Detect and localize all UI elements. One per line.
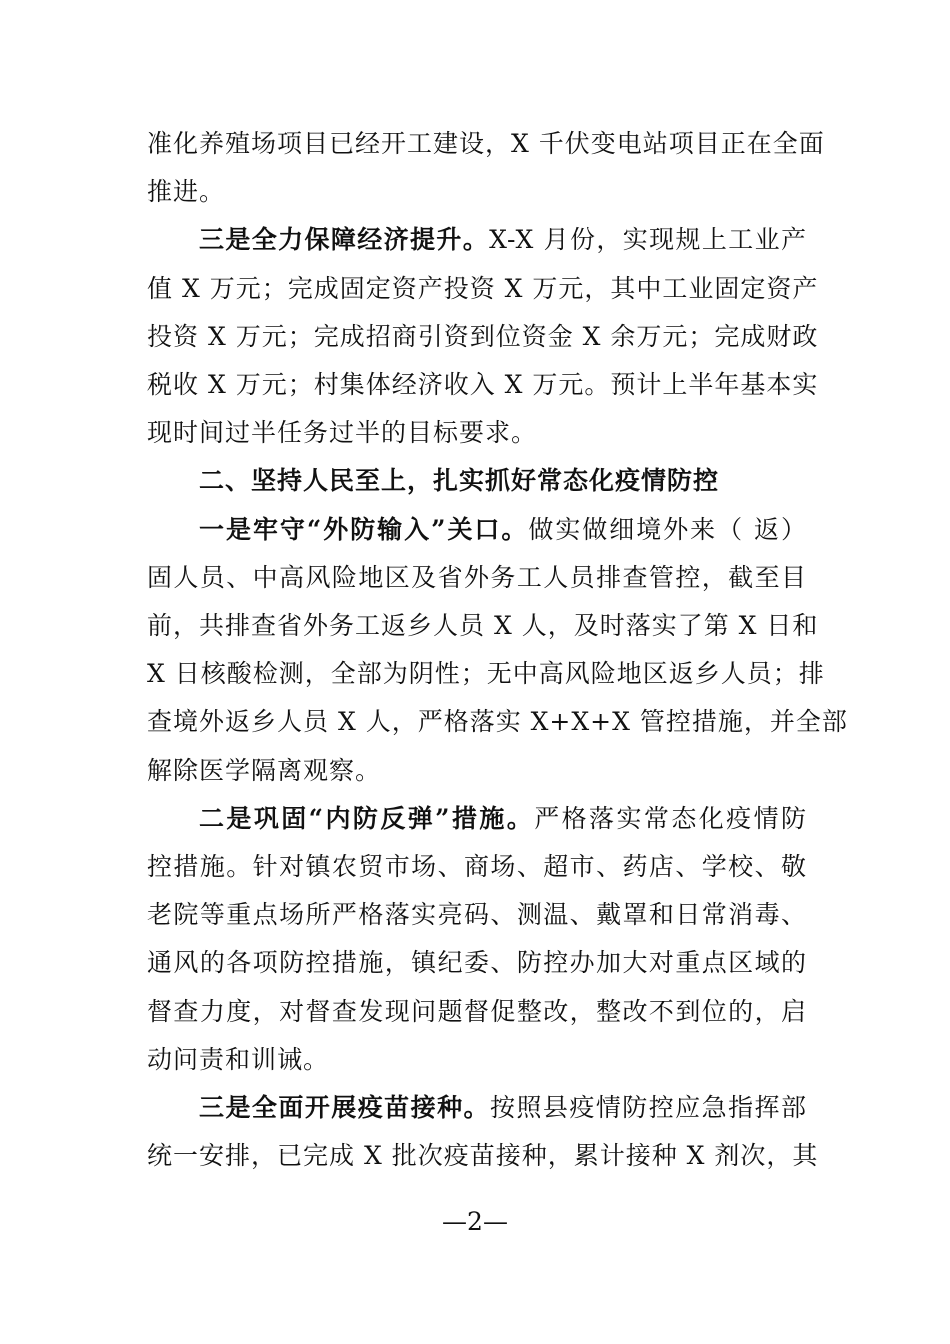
paragraph-text: 做实做细境外来（ 返） <box>528 514 807 544</box>
paragraph-1 <box>147 120 825 216</box>
text-line <box>147 795 807 843</box>
paragraph-lead: 一是牢守“外防输入”关口。 <box>199 514 529 544</box>
text-line <box>147 506 807 554</box>
section-heading: 二、坚持人民至上，扎实抓好常态化疫情防控 <box>199 466 720 496</box>
paragraph-economy <box>147 216 819 457</box>
text-line: 准化养殖场项目已经开工建设，X 千伏变电站项目正在全面 <box>147 129 825 158</box>
text-line: 督查力度，对督查发现问题督促整改，整改不到位的，启 <box>147 996 807 1026</box>
paragraph-external-defense <box>147 506 848 795</box>
paragraph-vaccination <box>147 1084 819 1180</box>
text-line <box>147 216 807 264</box>
text-line: 动问责和训诫。 <box>147 1044 330 1074</box>
text-line: 通风的各项防控措施，镇纪委、防控办加大对重点区域的 <box>147 948 807 978</box>
text-line: 固人员、中高风险地区及省外务工人员排查管控，截至目 <box>147 562 807 592</box>
text-line: 老院等重点场所严格落实亮码、测温、戴罩和日常消毒、 <box>147 900 807 930</box>
text-line: 值 X 万元；完成固定资产投资 X 万元，其中工业固定资产 <box>147 273 819 303</box>
paragraph-lead: 三是全力保障经济提升。 <box>199 225 490 255</box>
paragraph-text: 严格落实常态化疫情防 <box>534 803 807 833</box>
text-line: 现时间过半任务过半的目标要求。 <box>147 418 538 448</box>
paragraph-lead: 三是全面开展疫苗接种。 <box>199 1093 490 1123</box>
document-body <box>147 120 848 1180</box>
page-number: —2— <box>442 1207 508 1236</box>
text-line: 查境外返乡人员 X 人，严格落实 X+X+X 管控措施，并全部 <box>147 707 848 737</box>
text-line <box>147 1084 807 1132</box>
text-line: 推进。 <box>147 177 226 207</box>
paragraph-text: 按照县疫情防控应急指挥部 <box>490 1093 807 1123</box>
paragraph-lead: 二是巩固“内防反弹”措施。 <box>199 803 535 833</box>
text-line: 前，共排查省外务工返乡人员 X 人，及时落实了第 X 日和 <box>147 611 819 641</box>
paragraph-internal-defense <box>147 795 807 1084</box>
text-line: 控措施。针对镇农贸市场、商场、超市、药店、学校、敬 <box>147 852 807 882</box>
text-line: X 日核酸检测，全部为阴性；无中高风险地区返乡人员；排 <box>147 659 825 689</box>
text-line: 投资 X 万元；完成招商引资到位资金 X 余万元；完成财政 <box>147 321 819 351</box>
paragraph-text: X-X 月份，实现规上工业产 <box>489 225 807 255</box>
text-line: 统一安排，已完成 X 批次疫苗接种，累计接种 X 剂次，其 <box>147 1141 819 1171</box>
text-line: 解除医学隔离观察。 <box>147 755 382 785</box>
text-line: 税收 X 万元；村集体经济收入 X 万元。预计上半年基本实 <box>147 370 819 400</box>
